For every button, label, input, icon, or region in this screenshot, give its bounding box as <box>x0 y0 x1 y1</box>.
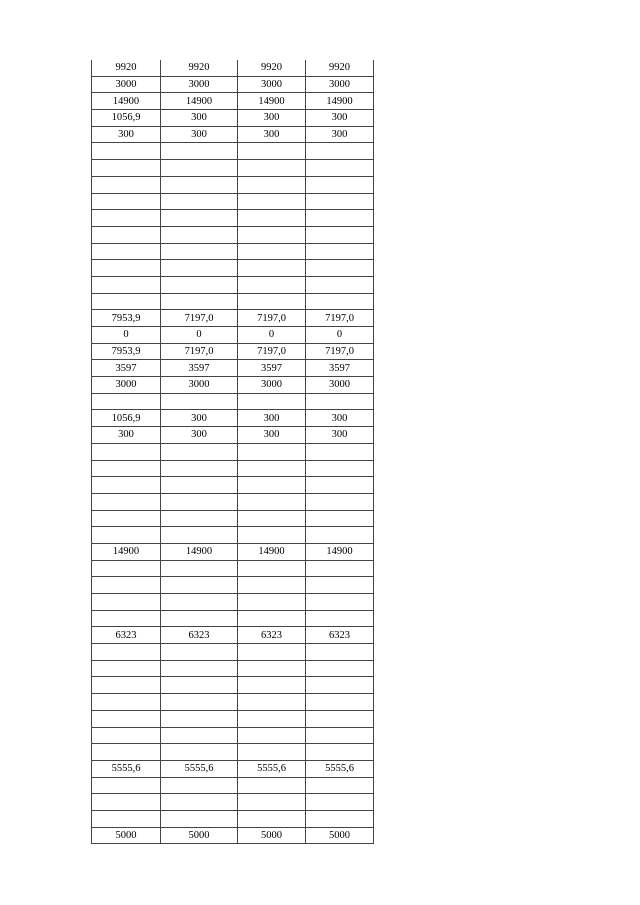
table-cell <box>92 694 161 711</box>
table-cell <box>161 694 238 711</box>
table-cell <box>161 193 238 210</box>
table-cell <box>306 644 374 661</box>
table-cell: 7197,0 <box>161 310 238 327</box>
table-row <box>92 827 374 844</box>
table-cell: 300 <box>238 110 306 127</box>
table-cell: 7953,9 <box>92 310 161 327</box>
table-cell <box>92 810 161 827</box>
table-cell <box>238 560 306 577</box>
table-cell: 9920 <box>238 60 306 76</box>
table-row <box>92 210 374 227</box>
table-cell <box>161 560 238 577</box>
table-cell <box>306 560 374 577</box>
table-cell <box>306 477 374 494</box>
table-cell <box>306 226 374 243</box>
table-row <box>92 110 374 127</box>
table-cell: 300 <box>306 410 374 427</box>
table-cell <box>92 243 161 260</box>
table-cell <box>161 610 238 627</box>
table-row <box>92 644 374 661</box>
table-cell <box>306 193 374 210</box>
table-cell <box>92 710 161 727</box>
table-cell <box>306 243 374 260</box>
table-cell <box>238 393 306 410</box>
table-row <box>92 560 374 577</box>
table-cell <box>306 710 374 727</box>
table-cell <box>161 226 238 243</box>
table-row <box>92 393 374 410</box>
table-cell <box>238 443 306 460</box>
table-cell <box>238 210 306 227</box>
table-cell <box>306 276 374 293</box>
table-row <box>92 143 374 160</box>
table-cell <box>306 210 374 227</box>
table-cell: 9920 <box>306 60 374 76</box>
table-cell <box>238 744 306 761</box>
table-cell: 3000 <box>161 377 238 394</box>
table-cell <box>238 160 306 177</box>
table-cell: 0 <box>92 327 161 344</box>
table-cell: 14900 <box>238 93 306 110</box>
table-cell <box>92 276 161 293</box>
table-cell <box>238 260 306 277</box>
table-cell: 300 <box>161 410 238 427</box>
table-cell <box>306 460 374 477</box>
table-row <box>92 627 374 644</box>
table-row <box>92 527 374 544</box>
table-cell <box>161 243 238 260</box>
table-cell: 9920 <box>92 60 161 76</box>
table-cell: 7197,0 <box>161 343 238 360</box>
table-cell <box>238 677 306 694</box>
table-cell: 300 <box>161 427 238 444</box>
table-cell <box>238 610 306 627</box>
table-row <box>92 377 374 394</box>
table-cell <box>161 293 238 310</box>
table-cell: 14900 <box>161 93 238 110</box>
table-cell <box>306 677 374 694</box>
table-cell <box>238 176 306 193</box>
table-cell: 3000 <box>238 76 306 93</box>
table-cell <box>238 510 306 527</box>
table-cell: 0 <box>306 327 374 344</box>
table-cell: 3000 <box>92 76 161 93</box>
table-row <box>92 577 374 594</box>
table-cell <box>92 794 161 811</box>
table-cell <box>306 810 374 827</box>
table-cell <box>306 160 374 177</box>
table-row <box>92 243 374 260</box>
table-cell <box>306 527 374 544</box>
table-cell <box>306 660 374 677</box>
data-table <box>91 60 374 844</box>
table-cell <box>92 193 161 210</box>
table-cell <box>161 727 238 744</box>
table-cell <box>306 744 374 761</box>
table-row <box>92 410 374 427</box>
table-row <box>92 710 374 727</box>
table-cell: 3597 <box>306 360 374 377</box>
table-cell: 300 <box>306 110 374 127</box>
table-cell <box>238 694 306 711</box>
table-cell: 3000 <box>238 377 306 394</box>
table-cell: 5000 <box>238 827 306 844</box>
table-cell <box>238 594 306 611</box>
table-cell <box>161 527 238 544</box>
table-cell: 0 <box>161 327 238 344</box>
table-row <box>92 760 374 777</box>
table-cell: 1056,9 <box>92 410 161 427</box>
table-cell <box>92 477 161 494</box>
table-cell <box>161 276 238 293</box>
table-cell <box>92 460 161 477</box>
table-cell: 3000 <box>306 76 374 93</box>
table-row <box>92 176 374 193</box>
table-cell <box>92 560 161 577</box>
table-cell: 6323 <box>92 627 161 644</box>
table-cell <box>92 160 161 177</box>
table-row <box>92 160 374 177</box>
table-row <box>92 694 374 711</box>
table-cell <box>161 260 238 277</box>
table-cell <box>306 777 374 794</box>
table-cell <box>238 577 306 594</box>
table-cell <box>92 260 161 277</box>
table-row <box>92 794 374 811</box>
table-cell: 5000 <box>92 827 161 844</box>
table-cell <box>306 260 374 277</box>
table-row <box>92 360 374 377</box>
table-row <box>92 93 374 110</box>
table-cell <box>92 510 161 527</box>
table-cell: 300 <box>161 126 238 143</box>
table-row <box>92 477 374 494</box>
table-cell: 5000 <box>306 827 374 844</box>
table-cell <box>161 460 238 477</box>
table-cell: 14900 <box>92 543 161 560</box>
table-cell <box>238 777 306 794</box>
table-cell <box>92 644 161 661</box>
table-cell <box>161 660 238 677</box>
table-cell <box>238 460 306 477</box>
table-cell: 7197,0 <box>238 310 306 327</box>
table-cell <box>161 176 238 193</box>
table-cell <box>238 293 306 310</box>
table-cell <box>92 393 161 410</box>
table-cell <box>92 744 161 761</box>
table-cell <box>238 710 306 727</box>
table-cell <box>92 677 161 694</box>
table-cell: 6323 <box>238 627 306 644</box>
table-cell: 300 <box>161 110 238 127</box>
table-cell: 14900 <box>306 543 374 560</box>
table-cell <box>238 660 306 677</box>
table-row <box>92 310 374 327</box>
table-row <box>92 610 374 627</box>
table-row <box>92 293 374 310</box>
table-cell <box>161 677 238 694</box>
table-cell <box>306 493 374 510</box>
table-row <box>92 226 374 243</box>
table-cell <box>161 594 238 611</box>
table-cell <box>306 727 374 744</box>
table-cell: 14900 <box>238 543 306 560</box>
table-cell <box>161 493 238 510</box>
table-row <box>92 126 374 143</box>
table-cell <box>306 443 374 460</box>
table-cell <box>92 443 161 460</box>
table-cell <box>161 143 238 160</box>
table-cell <box>306 293 374 310</box>
table-row <box>92 810 374 827</box>
table-cell <box>92 143 161 160</box>
table-cell <box>92 176 161 193</box>
table-cell: 14900 <box>161 543 238 560</box>
table-cell <box>161 210 238 227</box>
table-cell <box>92 293 161 310</box>
table-cell: 300 <box>306 427 374 444</box>
table-row <box>92 510 374 527</box>
table-row <box>92 193 374 210</box>
table-cell: 5555,6 <box>306 760 374 777</box>
table-cell <box>92 610 161 627</box>
table-row <box>92 594 374 611</box>
table-cell <box>306 794 374 811</box>
table-cell: 5555,6 <box>238 760 306 777</box>
table-row <box>92 727 374 744</box>
table-cell <box>161 443 238 460</box>
table-cell <box>306 577 374 594</box>
table-cell: 7953,9 <box>92 343 161 360</box>
table-cell: 300 <box>92 126 161 143</box>
table-row <box>92 343 374 360</box>
table-row <box>92 744 374 761</box>
table-cell <box>306 510 374 527</box>
table-cell <box>238 644 306 661</box>
table-cell <box>92 493 161 510</box>
table-cell <box>92 660 161 677</box>
table-cell <box>161 744 238 761</box>
table-cell <box>306 143 374 160</box>
table-cell: 3597 <box>161 360 238 377</box>
table-cell <box>238 193 306 210</box>
table-cell: 300 <box>238 427 306 444</box>
table-cell <box>238 527 306 544</box>
table-cell <box>161 777 238 794</box>
table-cell: 0 <box>238 327 306 344</box>
table-row <box>92 276 374 293</box>
table-row <box>92 60 374 76</box>
table-cell: 7197,0 <box>306 310 374 327</box>
table-cell <box>238 727 306 744</box>
table-cell <box>306 610 374 627</box>
table-row <box>92 443 374 460</box>
table-cell: 300 <box>92 427 161 444</box>
table-cell <box>92 777 161 794</box>
table-cell <box>306 694 374 711</box>
table-cell <box>92 527 161 544</box>
table-cell <box>92 210 161 227</box>
table-row <box>92 777 374 794</box>
table-cell <box>92 594 161 611</box>
table-row <box>92 427 374 444</box>
table-row <box>92 493 374 510</box>
table-cell: 14900 <box>92 93 161 110</box>
table-cell: 6323 <box>306 627 374 644</box>
table-cell: 7197,0 <box>306 343 374 360</box>
table-cell <box>161 577 238 594</box>
table-cell: 3000 <box>92 377 161 394</box>
table-row <box>92 460 374 477</box>
table-cell <box>238 226 306 243</box>
table-cell <box>92 577 161 594</box>
table-cell: 9920 <box>161 60 238 76</box>
table-cell: 3000 <box>161 76 238 93</box>
table-cell: 7197,0 <box>238 343 306 360</box>
table-row <box>92 677 374 694</box>
table-row <box>92 543 374 560</box>
table-cell: 300 <box>238 126 306 143</box>
table-cell: 3597 <box>92 360 161 377</box>
table-cell <box>306 594 374 611</box>
table-cell <box>238 143 306 160</box>
table-cell <box>238 276 306 293</box>
table-cell <box>238 810 306 827</box>
table-cell: 1056,9 <box>92 110 161 127</box>
table-cell <box>306 393 374 410</box>
table-cell <box>161 160 238 177</box>
table-cell <box>92 727 161 744</box>
table-cell: 5555,6 <box>161 760 238 777</box>
table-cell: 3000 <box>306 377 374 394</box>
table-row <box>92 660 374 677</box>
table-cell <box>238 493 306 510</box>
table-cell: 300 <box>306 126 374 143</box>
table-cell <box>161 710 238 727</box>
table-cell: 3597 <box>238 360 306 377</box>
table-cell: 6323 <box>161 627 238 644</box>
table-cell: 14900 <box>306 93 374 110</box>
table-cell: 300 <box>238 410 306 427</box>
table-body <box>92 60 374 844</box>
table-row <box>92 76 374 93</box>
table-cell <box>161 510 238 527</box>
table-cell <box>161 393 238 410</box>
table-cell <box>161 644 238 661</box>
table-cell <box>161 810 238 827</box>
table-cell: 5000 <box>161 827 238 844</box>
table-cell <box>161 477 238 494</box>
table-cell <box>238 794 306 811</box>
table-cell <box>92 226 161 243</box>
table-cell <box>161 794 238 811</box>
table-cell <box>306 176 374 193</box>
table-cell: 5555,6 <box>92 760 161 777</box>
table-cell <box>238 243 306 260</box>
table-row <box>92 260 374 277</box>
table-cell <box>238 477 306 494</box>
table-row <box>92 327 374 344</box>
